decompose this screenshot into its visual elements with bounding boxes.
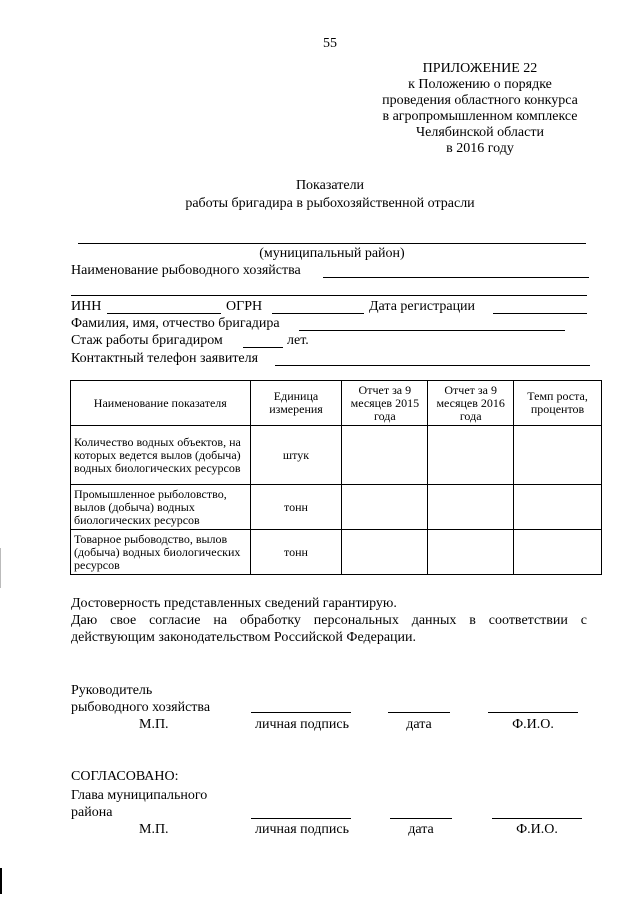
column-header: Наименование показателя — [71, 381, 251, 426]
brigadier-name-field[interactable] — [299, 330, 565, 331]
approval-stamp-label: М.П. — [139, 822, 169, 837]
indicators-table — [70, 380, 602, 575]
growth-rate-cell[interactable] — [514, 485, 602, 530]
appendix-line: в 2016 году — [446, 141, 514, 156]
phone-label: Контактный телефон заявителя — [71, 351, 259, 366]
indicator-unit: штук — [250, 426, 342, 485]
head-signature-field[interactable] — [251, 712, 351, 713]
head-fio-field[interactable] — [488, 712, 578, 713]
column-header: Единица измерения — [250, 381, 342, 426]
column-header: Отчет за 9 месяцев 2016 года — [428, 381, 514, 426]
farm-name-field-continued[interactable] — [71, 295, 587, 296]
experience-suffix: лет. — [287, 333, 309, 348]
reg-date-field[interactable] — [493, 313, 587, 314]
approval-fio-field[interactable] — [492, 818, 582, 819]
consent-statement-line-2: действующим законодательством Российской Федерации. — [71, 630, 417, 645]
approval-date-field[interactable] — [390, 818, 452, 819]
heading-line-1: Показатели — [295, 178, 365, 193]
appendix-line: проведения областного конкурса — [382, 93, 578, 108]
ogrn-label: ОГРН — [226, 299, 263, 314]
column-header: Отчет за 9 месяцев 2015 года — [342, 381, 428, 426]
head-label-line-2: рыбоводного хозяйства — [71, 700, 211, 715]
appendix-line: к Положению о порядке — [408, 77, 552, 92]
approval-label-line-1: Глава муниципального — [71, 788, 208, 803]
value-2016-cell[interactable] — [428, 530, 514, 575]
approval-label-line-2: района — [71, 805, 113, 820]
consent-statement-line-1: Даю свое согласие на обработку персональных данных в соответствии с — [71, 613, 587, 628]
approval-title: СОГЛАСОВАНО: — [71, 769, 179, 784]
farm-name-field[interactable] — [323, 277, 589, 278]
table-header-row — [71, 381, 602, 426]
approval-signature-field[interactable] — [251, 818, 351, 819]
heading-line-2: работы бригадира в рыбохозяйственной отрасли — [185, 196, 475, 211]
indicator-name: Количество водных объектов, на которых ведется вылов (добыча) водных биологических ресурсов — [71, 426, 251, 485]
indicator-unit: тонн — [250, 530, 342, 575]
guarantee-statement: Достоверность представленных сведений гарантирую. — [71, 596, 397, 611]
document-heading — [80, 178, 580, 212]
appendix-line: Челябинской области — [416, 125, 544, 140]
reg-date-label: Дата регистрации — [369, 299, 476, 314]
value-2015-cell[interactable] — [342, 485, 428, 530]
value-2016-cell[interactable] — [428, 426, 514, 485]
approval-fio-caption: Ф.И.О. — [516, 822, 558, 837]
value-2016-cell[interactable] — [428, 485, 514, 530]
municipal-caption: (муниципальный район) — [259, 246, 405, 261]
scan-edge-mark — [0, 868, 2, 894]
brigadier-name-label: Фамилия, имя, отчество бригадира — [71, 316, 280, 331]
head-fio-caption: Ф.И.О. — [512, 717, 554, 732]
scan-edge-mark — [0, 548, 1, 588]
experience-field[interactable] — [243, 347, 283, 348]
table-row — [71, 426, 602, 485]
municipal-district-field[interactable] — [78, 243, 586, 244]
value-2015-cell[interactable] — [342, 426, 428, 485]
appendix-block — [360, 61, 600, 157]
inn-label: ИНН — [71, 299, 102, 314]
appendix-title: ПРИЛОЖЕНИЕ 22 — [422, 61, 538, 76]
approval-signature-caption: личная подпись — [255, 822, 349, 837]
indicator-name: Промышленное рыболовство, вылов (добыча) водных биологических ресурсов — [71, 485, 251, 530]
growth-rate-cell[interactable] — [514, 530, 602, 575]
head-date-field[interactable] — [388, 712, 450, 713]
value-2015-cell[interactable] — [342, 530, 428, 575]
farm-name-label: Наименование рыбоводного хозяйства — [71, 263, 301, 278]
phone-field[interactable] — [275, 365, 590, 366]
approval-date-caption: дата — [408, 822, 434, 837]
table-row — [71, 485, 602, 530]
experience-label: Стаж работы бригадиром — [71, 333, 223, 348]
ogrn-field[interactable] — [272, 313, 364, 314]
growth-rate-cell[interactable] — [514, 426, 602, 485]
indicator-unit: тонн — [250, 485, 342, 530]
inn-field[interactable] — [107, 313, 221, 314]
page-number: 55 — [323, 36, 337, 51]
indicator-name: Товарное рыбоводство, вылов (добыча) водных биологических ресурсов — [71, 530, 251, 575]
appendix-line: в агропромышленном комплексе — [382, 109, 578, 124]
head-stamp-label: М.П. — [139, 717, 169, 732]
table-row — [71, 530, 602, 575]
head-signature-caption: личная подпись — [255, 717, 349, 732]
head-date-caption: дата — [406, 717, 432, 732]
head-label-line-1: Руководитель — [71, 683, 153, 698]
column-header: Темп роста, процентов — [514, 381, 602, 426]
